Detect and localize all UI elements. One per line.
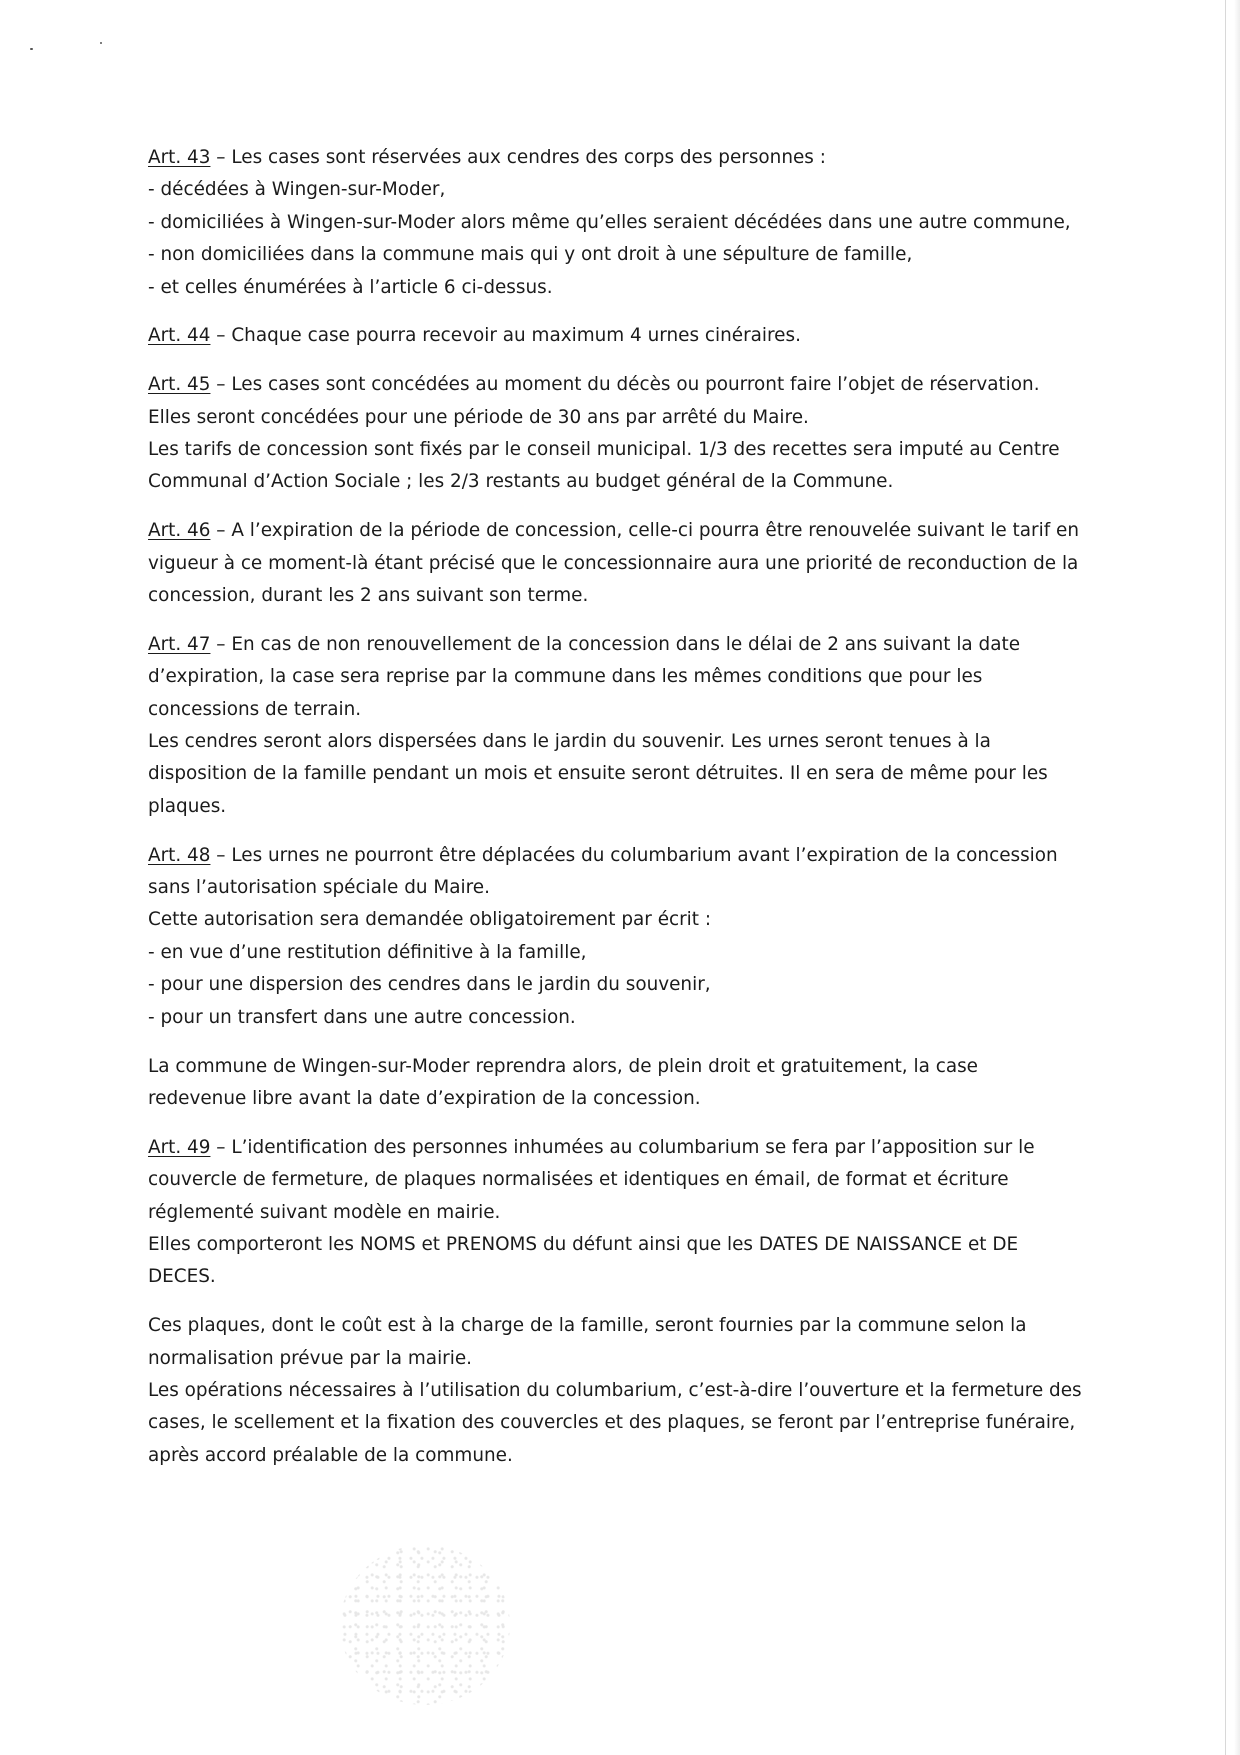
line-text: – L’identification des personnes inhumées au columbarium se fera par l’apposition sur le [210, 1136, 1035, 1158]
text-line [148, 174, 1108, 206]
text-line [148, 1407, 1108, 1439]
text-line [148, 548, 1108, 580]
line-text: - en vue d’une restitution définitive à la famille, [148, 941, 587, 963]
article-paragraph [148, 840, 1108, 1034]
line-text: – Les cases sont réservées aux cendres des corps des personnes : [210, 147, 826, 168]
line-text: - non domiciliées dans la commune mais qui y ont droit à une sépulture de famille, [148, 244, 913, 266]
line-text: – Les urnes ne pourront être déplacées du columbarium avant l’expiration de la concession [210, 844, 1058, 866]
text-line [148, 969, 1108, 1001]
line-text: plaques. [148, 795, 227, 817]
text-line [148, 904, 1108, 936]
article-paragraph [148, 369, 1108, 499]
line-text: - pour un transfert dans une autre concession. [148, 1006, 576, 1028]
text-line [148, 1083, 1108, 1115]
line-text: Les opérations nécessaires à l’utilisation du columbarium, c’est-à-dire l’ouverture et la fermeture des [148, 1379, 1082, 1401]
text-line [148, 207, 1108, 239]
article-number: Art. 44 [148, 325, 211, 347]
line-text: - et celles énumérées à l’article 6 ci-dessus. [148, 276, 553, 298]
scan-edge-shadow [1234, 0, 1240, 1755]
text-line [148, 1229, 1108, 1261]
line-text: sans l’autorisation spéciale du Maire. [148, 877, 490, 899]
text-line [148, 369, 1108, 401]
article-number: Art. 49 [148, 1136, 211, 1158]
text-line [148, 629, 1108, 661]
text-paragraph [148, 1051, 1108, 1116]
text-line [148, 434, 1108, 466]
text-line [148, 791, 1108, 823]
article-paragraph [148, 515, 1108, 612]
line-text: concessions de terrain. [148, 698, 362, 720]
line-text: couvercle de fermeture, de plaques normalisées et identiques en émail, de format et écriture [148, 1169, 1009, 1191]
line-text: – En cas de non renouvellement de la concession dans le délai de 2 ans suivant la date [210, 633, 1021, 655]
text-line [148, 402, 1108, 434]
line-text: Ces plaques, dont le coût est à la charge de la famille, seront fournies par la commune selon la [148, 1315, 1027, 1337]
text-line [148, 840, 1108, 872]
scan-edge-line [1225, 0, 1226, 1755]
text-line [148, 580, 1108, 612]
text-line [148, 1197, 1108, 1229]
text-line [148, 1051, 1108, 1083]
text-line [148, 1375, 1108, 1407]
text-line [148, 758, 1108, 790]
article-number: Art. 47 [148, 633, 211, 655]
article-number: Art. 43 [148, 147, 211, 168]
line-text: concession, durant les 2 ans suivant son terme. [148, 585, 589, 607]
line-text: Les tarifs de concession sont fixés par le conseil municipal. 1/3 des recettes sera imputé au Centre [148, 439, 1060, 461]
text-line [148, 142, 1108, 174]
line-text: réglementé suivant modèle en mairie. [148, 1201, 501, 1223]
line-text: DECES. [148, 1266, 216, 1288]
text-line [148, 694, 1108, 726]
scan-speck [100, 42, 102, 44]
text-line [148, 1164, 1108, 1196]
text-line [148, 1002, 1108, 1034]
line-text: vigueur à ce moment-là étant précisé que le concessionnaire aura une priorité de reconduction de la [148, 552, 1079, 574]
line-text: Communal d’Action Sociale ; les 2/3 restants au budget général de la Commune. [148, 471, 894, 493]
text-line [148, 661, 1108, 693]
text-line [148, 466, 1108, 498]
text-line [148, 1261, 1108, 1293]
article-paragraph [148, 320, 1108, 352]
line-text: d’expiration, la case sera reprise par la commune dans les mêmes conditions que pour les [148, 666, 983, 688]
article-paragraph [148, 629, 1108, 823]
line-text: La commune de Wingen-sur-Moder reprendra alors, de plein droit et gratuitement, la case [148, 1055, 979, 1077]
article-number: Art. 45 [148, 374, 211, 396]
text-line [148, 726, 1108, 758]
text-line [148, 272, 1108, 304]
text-line [148, 1440, 1108, 1472]
article-paragraph [148, 1132, 1108, 1294]
line-text: - domiciliées à Wingen-sur-Moder alors même qu’elles seraient décédées dans une autre commune, [148, 211, 1071, 233]
text-paragraph [148, 1310, 1108, 1472]
article-paragraph [148, 142, 1108, 304]
text-line [148, 515, 1108, 547]
document-body [148, 142, 1108, 1489]
text-line [148, 1343, 1108, 1375]
line-text: disposition de la famille pendant un mois et ensuite seront détruites. Il en sera de même pour les [148, 763, 1048, 785]
text-line [148, 239, 1108, 271]
text-line [148, 872, 1108, 904]
line-text: Les cendres seront alors dispersées dans le jardin du souvenir. Les urnes seront tenues à la [148, 731, 991, 753]
article-number: Art. 46 [148, 520, 211, 542]
text-line [148, 1310, 1108, 1342]
line-text: – A l’expiration de la période de concession, celle-ci pourra être renouvelée suivant le tarif en [210, 520, 1079, 542]
text-line [148, 1132, 1108, 1164]
article-number: Art. 48 [148, 844, 211, 866]
line-text: redevenue libre avant la date d’expiration de la concession. [148, 1087, 701, 1109]
text-line [148, 937, 1108, 969]
line-text: cases, le scellement et la fixation des couvercles et des plaques, se feront par l’entreprise funéraire, [148, 1412, 1076, 1434]
faded-official-stamp [340, 1545, 510, 1705]
line-text: Elles comporteront les NOMS et PRENOMS du défunt ainsi que les DATES DE NAISSANCE et DE [148, 1233, 1019, 1255]
scan-speck [30, 48, 33, 50]
line-text: après accord préalable de la commune. [148, 1444, 513, 1466]
text-line [148, 320, 1108, 352]
line-text: Cette autorisation sera demandée obligatoirement par écrit : [148, 909, 712, 931]
line-text: Elles seront concédées pour une période de 30 ans par arrêté du Maire. [148, 406, 809, 428]
line-text: - pour une dispersion des cendres dans le jardin du souvenir, [148, 974, 711, 996]
line-text: - décédées à Wingen-sur-Moder, [148, 179, 446, 201]
line-text: normalisation prévue par la mairie. [148, 1347, 473, 1369]
line-text: – Chaque case pourra recevoir au maximum 4 urnes cinéraires. [210, 325, 801, 347]
line-text: – Les cases sont concédées au moment du décès ou pourront faire l’objet de réservation. [210, 374, 1040, 396]
